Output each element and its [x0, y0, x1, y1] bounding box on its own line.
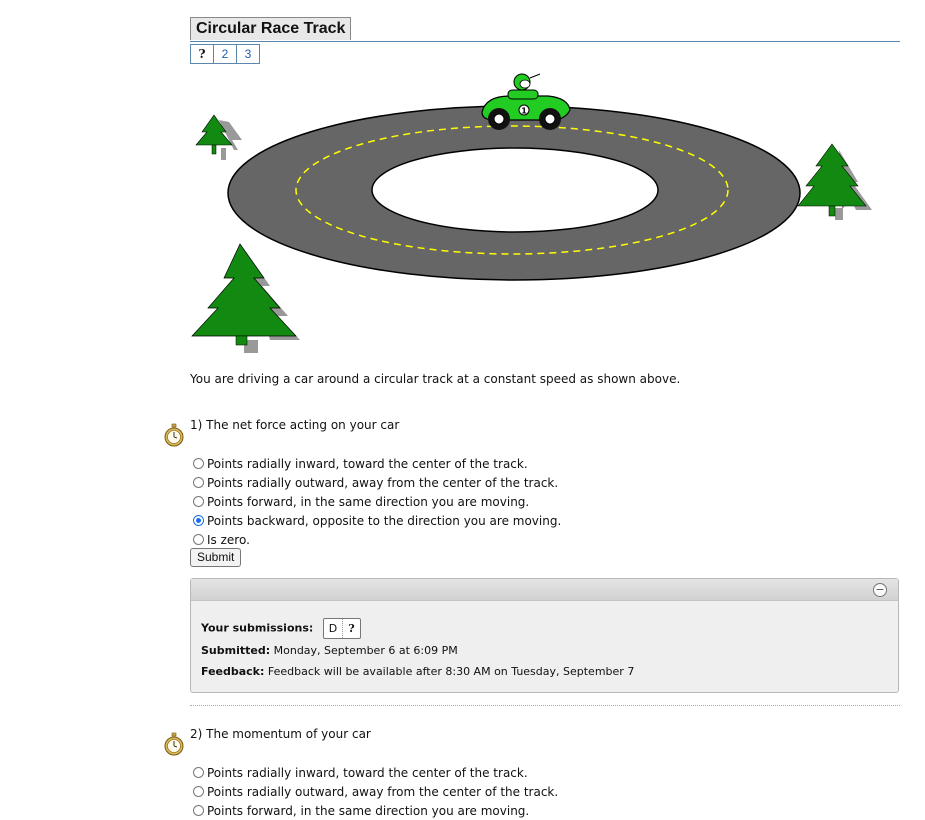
submitted-row	[201, 644, 458, 657]
section-divider	[190, 705, 900, 706]
feedback-value: Feedback will be available after 8:30 AM on Tuesday, September 7	[267, 665, 635, 678]
radio-button-selected[interactable]	[193, 515, 204, 526]
submission-history[interactable]	[323, 618, 361, 639]
radio-button[interactable]	[193, 786, 204, 797]
submission-answer[interactable]: D	[328, 622, 338, 635]
track	[228, 106, 800, 280]
tree-large-icon	[192, 244, 300, 353]
option-label: Is zero.	[207, 532, 250, 547]
page-title: Circular Race Track	[190, 17, 351, 40]
tree-right-icon	[798, 144, 872, 220]
intro-text: You are driving a car around a circular track at a constant speed as shown above.	[190, 372, 681, 386]
option-label: Points radially outward, away from the center of the track.	[207, 784, 559, 799]
radio-button[interactable]	[193, 496, 204, 507]
q1-option-d[interactable]	[193, 511, 561, 530]
question-1-options	[193, 454, 561, 549]
q1-option-b[interactable]	[193, 473, 561, 492]
q1-option-e[interactable]	[193, 530, 561, 549]
help-tab[interactable]: ?	[190, 44, 214, 64]
radio-button[interactable]	[193, 805, 204, 816]
stopwatch-icon	[163, 732, 185, 756]
q2-option-c[interactable]	[193, 801, 558, 820]
option-label: Points forward, in the same direction you are moving.	[207, 494, 530, 509]
question-2-options	[193, 763, 558, 820]
q1-option-a[interactable]	[193, 454, 561, 473]
panel-header	[191, 579, 898, 601]
title-bar	[190, 17, 900, 42]
q1-option-c[interactable]	[193, 492, 561, 511]
car-number: 1	[521, 106, 527, 116]
submit-button[interactable]: Submit	[190, 548, 241, 567]
collapse-icon[interactable]: −	[873, 583, 887, 597]
radio-button[interactable]	[193, 458, 204, 469]
option-label: Points backward, opposite to the direction you are moving.	[207, 513, 562, 528]
page-tab-2[interactable]: 2	[213, 44, 237, 64]
question-2-text: 2) The momentum of your car	[190, 727, 371, 741]
option-label: Points forward, in the same direction you are moving.	[207, 803, 530, 818]
submitted-label: Submitted:	[201, 644, 271, 657]
submissions-label: Your submissions:	[201, 621, 314, 635]
submissions-row	[201, 618, 361, 639]
radio-button[interactable]	[193, 534, 204, 545]
q2-option-a[interactable]	[193, 763, 558, 782]
stopwatch-icon	[163, 423, 185, 447]
option-label: Points radially inward, toward the center of the track.	[207, 456, 528, 471]
option-label: Points radially outward, away from the center of the track.	[207, 475, 559, 490]
feedback-label: Feedback:	[201, 665, 265, 678]
option-label: Points radially inward, toward the center of the track.	[207, 765, 528, 780]
tree-small-icon	[196, 115, 242, 160]
submission-panel	[190, 578, 899, 693]
submitted-value: Monday, September 6 at 6:09 PM	[273, 644, 458, 657]
radio-button[interactable]	[193, 767, 204, 778]
submission-pending[interactable]: ?	[342, 619, 359, 638]
feedback-row	[201, 665, 634, 678]
q2-option-b[interactable]	[193, 782, 558, 801]
page-tab-3[interactable]: 3	[236, 44, 260, 64]
radio-button[interactable]	[193, 477, 204, 488]
race-track-illustration	[0, 60, 925, 360]
question-1-text: 1) The net force acting on your car	[190, 418, 400, 432]
